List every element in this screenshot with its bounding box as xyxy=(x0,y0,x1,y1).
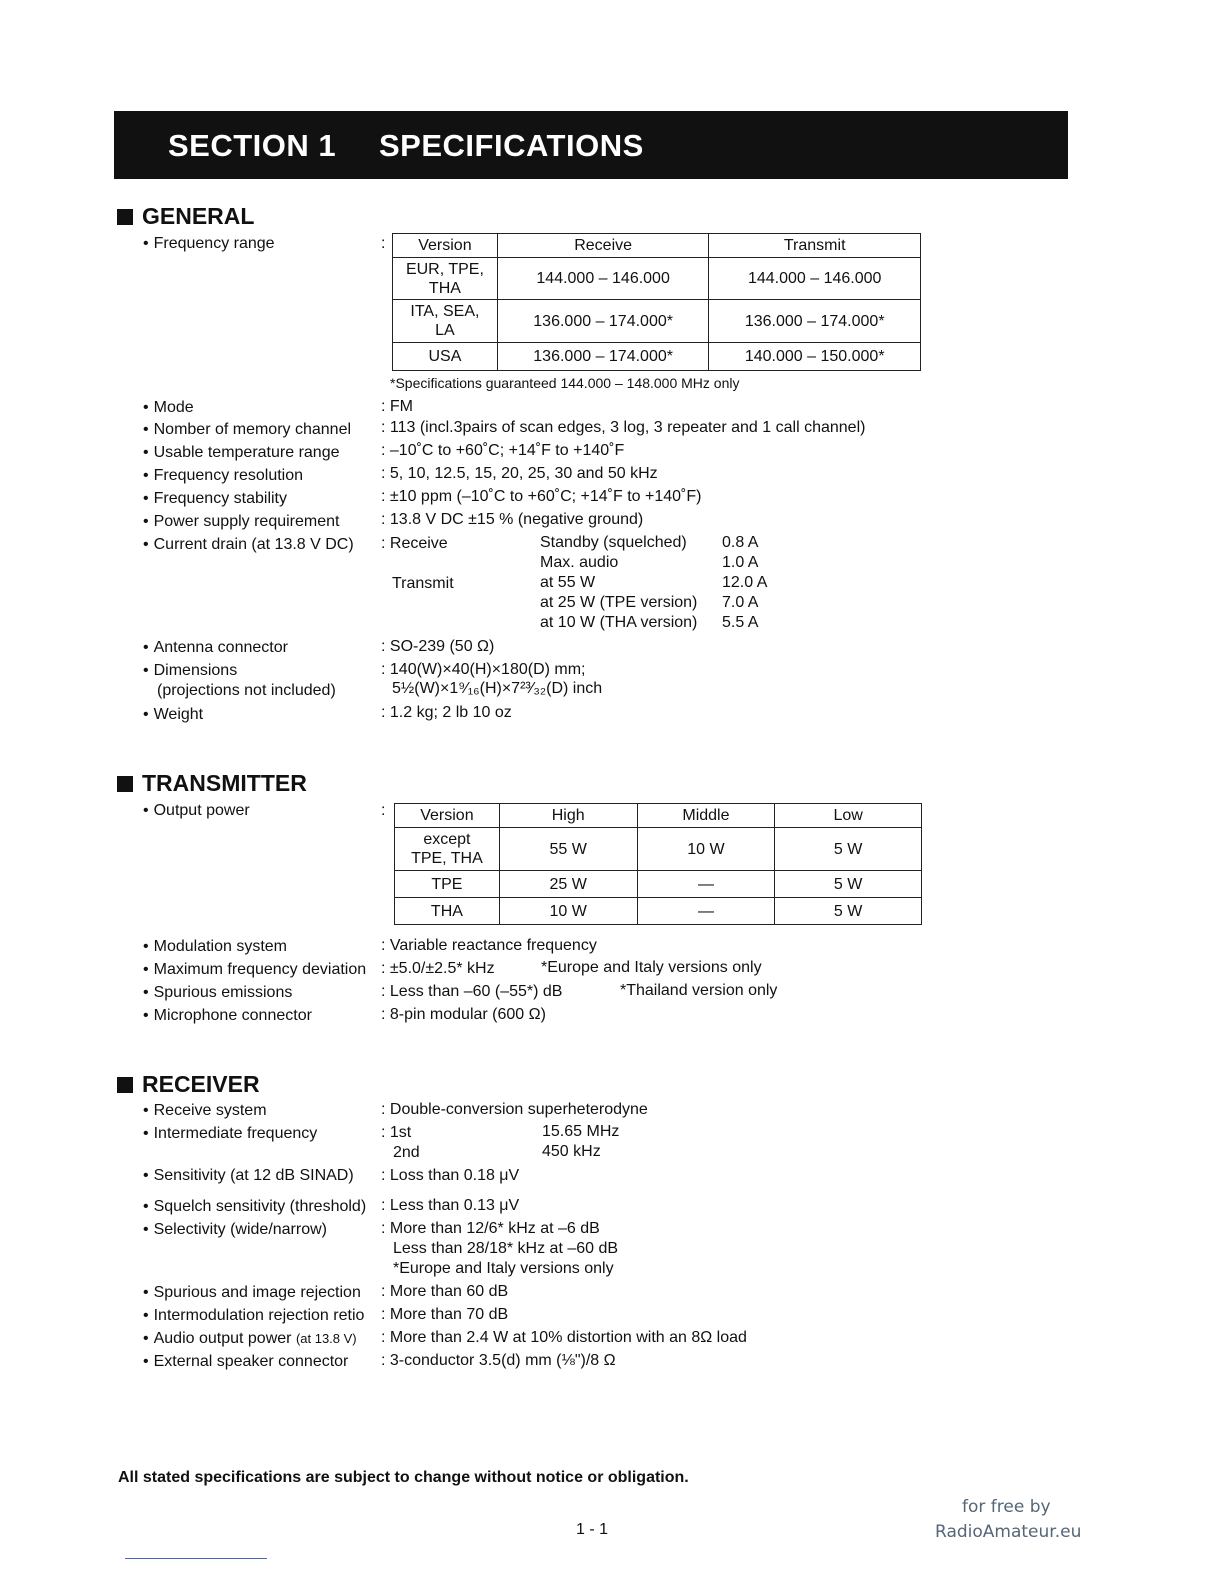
deviation-value: : ±5.0/±2.5* kHz xyxy=(381,960,495,977)
deviation-label: • Maximum frequency deviation xyxy=(143,961,367,978)
square-bullet-icon xyxy=(117,776,133,792)
receiver-heading xyxy=(117,1071,260,1098)
mode-value: : FM xyxy=(381,398,413,415)
table-header: Version xyxy=(393,234,498,258)
spurious-value: : Less than –60 (–55*) dB xyxy=(381,983,563,1000)
if-label: • Intermediate frequency xyxy=(143,1125,318,1142)
dimensions-label: • Dimensions xyxy=(143,662,238,679)
selectivity-value: : More than 12/6* kHz at –6 dB xyxy=(381,1220,600,1237)
intermod-value: : More than 70 dB xyxy=(381,1306,509,1323)
speaker-value: : 3-conductor 3.5(d) mm (⅛")/8 Ω xyxy=(381,1352,616,1369)
image-rejection-value: : More than 60 dB xyxy=(381,1283,509,1300)
memory-value: : 113 (incl.3pairs of scan edges, 3 log, 3 repeater and 1 call channel) xyxy=(381,419,866,436)
temp-value: : –10˚C to +60˚C; +14˚F to +140˚F xyxy=(381,442,625,459)
watermark-line-1: for free by xyxy=(962,1497,1051,1517)
current-cond: at 25 W (TPE version) xyxy=(540,594,698,611)
audio-output-value: : More than 2.4 W at 10% distortion with an 8Ω load xyxy=(381,1329,747,1346)
current-val: 7.0 A xyxy=(722,594,759,611)
current-cond: at 55 W xyxy=(540,574,596,591)
table-header: Version xyxy=(395,804,500,828)
weight-label: • Weight xyxy=(143,706,204,723)
intermod-label: • Intermodulation rejection retio xyxy=(143,1307,365,1324)
if-first-value: 15.65 MHz xyxy=(542,1123,620,1140)
freq-range-label: • Frequency range xyxy=(143,235,275,252)
receive-system-value: : Double-conversion superheterodyne xyxy=(381,1101,648,1118)
stability-value: : ±10 ppm (–10˚C to +60˚C; +14˚F to +140˚F) xyxy=(381,488,702,505)
modulation-value: : Variable reactance frequency xyxy=(381,937,597,954)
antenna-label: • Antenna connector xyxy=(143,639,288,656)
current-cond: Max. audio xyxy=(540,554,619,571)
table-row: USA 136.000 – 174.000* 140.000 – 150.000* xyxy=(393,343,921,371)
general-heading xyxy=(117,203,254,230)
current-val: 5.5 A xyxy=(722,614,759,631)
table-header: Middle xyxy=(637,804,775,828)
microphone-label: • Microphone connector xyxy=(143,1007,312,1024)
page-number: 1 - 1 xyxy=(576,1521,609,1538)
watermark-line-2: RadioAmateur.eu xyxy=(935,1522,1082,1542)
speaker-label: • External speaker connector xyxy=(143,1353,349,1370)
freq-table-note: *Specifications guaranteed 144.000 – 148.000 MHz only xyxy=(390,375,740,391)
dimensions-value-2: 5½(W)×1⁹⁄₁₆(H)×7²³⁄₃₂(D) inch xyxy=(392,680,603,697)
transmitter-heading-text: TRANSMITTER xyxy=(142,770,307,796)
square-bullet-icon xyxy=(117,209,133,225)
if-second: 2nd xyxy=(393,1144,420,1161)
mode-label: • Mode xyxy=(143,399,194,416)
current-val: 1.0 A xyxy=(722,554,759,571)
receive-system-label: • Receive system xyxy=(143,1102,267,1119)
table-row: except TPE, THA 55 W 10 W 5 W xyxy=(395,828,922,871)
dimensions-label-2: (projections not included) xyxy=(157,682,336,699)
table-header: Low xyxy=(775,804,922,828)
audio-output-label: • Audio output power (at 13.8 V) xyxy=(143,1330,357,1347)
resolution-value: : 5, 10, 12.5, 15, 20, 25, 30 and 50 kHz xyxy=(381,465,658,482)
weight-value: : 1.2 kg; 2 lb 10 oz xyxy=(381,704,512,721)
deviation-note: *Europe and Italy versions only xyxy=(541,959,762,976)
squelch-value: : Less than 0.13 μV xyxy=(381,1197,520,1214)
transmitter-heading xyxy=(117,770,307,797)
spurious-note: *Thailand version only xyxy=(620,982,778,999)
section-banner xyxy=(114,111,1068,179)
general-heading-text: GENERAL xyxy=(142,203,255,229)
table-row: TPE 25 W — 5 W xyxy=(395,871,922,898)
table-header: Receive xyxy=(497,234,709,258)
power-value: : 13.8 V DC ±15 % (negative ground) xyxy=(381,511,644,528)
table-row: ITA, SEA, LA 136.000 – 174.000* 136.000 – 174.000* xyxy=(393,300,921,343)
image-rejection-label: • Spurious and image rejection xyxy=(143,1284,361,1301)
output-power-table xyxy=(394,803,922,925)
watermark-underline xyxy=(125,1558,267,1559)
selectivity-note: *Europe and Italy versions only xyxy=(393,1260,614,1277)
current-val: 0.8 A xyxy=(722,534,759,551)
square-bullet-icon xyxy=(117,1077,133,1093)
spurious-label: • Spurious emissions xyxy=(143,984,293,1001)
memory-label: • Nomber of memory channel xyxy=(143,421,352,438)
current-transmit-label: Transmit xyxy=(392,575,454,592)
table-row: THA 10 W — 5 W xyxy=(395,898,922,925)
current-cond: at 10 W (THA version) xyxy=(540,614,698,631)
disclaimer: All stated specifications are subject to change without notice or obligation. xyxy=(118,1469,689,1486)
dimensions-value: : 140(W)×40(H)×180(D) mm; xyxy=(381,661,586,678)
squelch-label: • Squelch sensitivity (threshold) xyxy=(143,1198,367,1215)
frequency-range-table xyxy=(392,233,921,371)
receiver-heading-text: RECEIVER xyxy=(142,1071,260,1097)
temp-label: • Usable temperature range xyxy=(143,444,340,461)
sensitivity-label: • Sensitivity (at 12 dB SINAD) xyxy=(143,1167,354,1184)
section-number: SECTION 1 xyxy=(168,128,337,163)
resolution-label: • Frequency resolution xyxy=(143,467,304,484)
modulation-label: • Modulation system xyxy=(143,938,287,955)
current-receive-label: : Receive xyxy=(381,535,448,552)
colon: : xyxy=(381,802,386,819)
antenna-value: : SO-239 (50 Ω) xyxy=(381,638,495,655)
colon: : xyxy=(381,235,386,252)
current-label: • Current drain (at 13.8 V DC) xyxy=(143,536,354,553)
microphone-value: : 8-pin modular (600 Ω) xyxy=(381,1006,546,1023)
output-power-label: • Output power xyxy=(143,802,250,819)
current-cond: Standby (squelched) xyxy=(540,534,687,551)
stability-label: • Frequency stability xyxy=(143,490,287,507)
selectivity-label: • Selectivity (wide/narrow) xyxy=(143,1221,327,1238)
table-row: EUR, TPE, THA 144.000 – 146.000 144.000 – 146.000 xyxy=(393,258,921,300)
sensitivity-value: : Loss than 0.18 μV xyxy=(381,1167,520,1184)
table-header: High xyxy=(499,804,637,828)
power-label: • Power supply requirement xyxy=(143,513,340,530)
if-second-value: 450 kHz xyxy=(542,1143,601,1160)
if-first: : 1st xyxy=(381,1124,412,1141)
section-title: SPECIFICATIONS xyxy=(379,128,644,163)
selectivity-value-2: Less than 28/18* kHz at –60 dB xyxy=(393,1240,619,1257)
current-val: 12.0 A xyxy=(722,574,768,591)
table-header: Transmit xyxy=(709,234,921,258)
